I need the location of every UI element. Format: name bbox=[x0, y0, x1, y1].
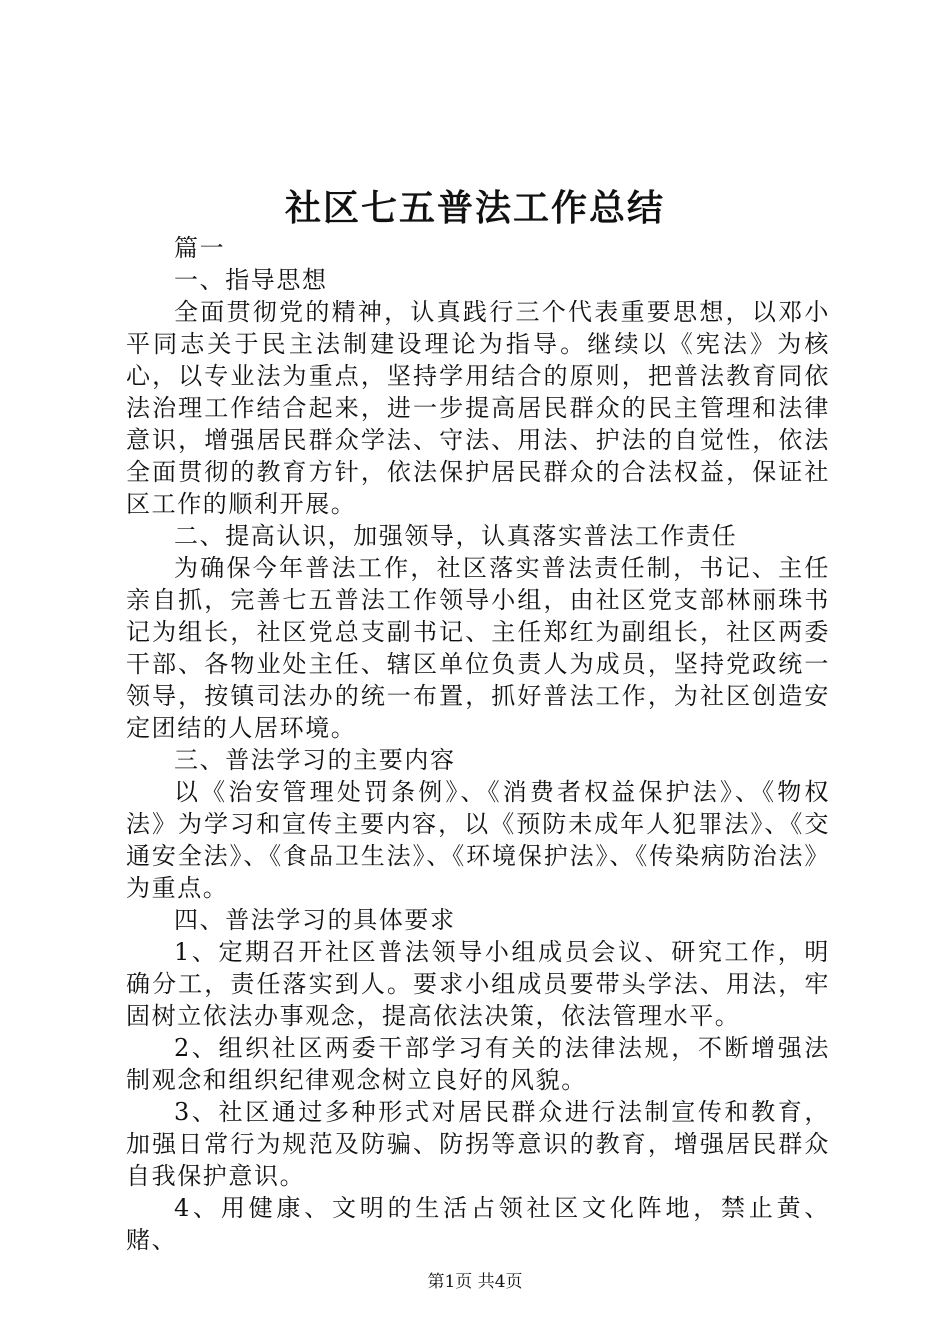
page-number-footer: 第1页 共4页 bbox=[427, 1272, 523, 1292]
section-label: 篇一 bbox=[174, 234, 226, 262]
requirement-item-3: 3、社区通过多种形式对居民群众进行法制宣传和教育，加强日常行为规范及防骗、防拐等意识的教育，增强居民群众自我保护意识。 bbox=[126, 1098, 830, 1190]
heading-leadership: 二、提高认识，加强领导，认真落实普法工作责任 bbox=[174, 522, 738, 550]
requirement-item-1: 1、定期召开社区普法领导小组成员会议、研究工作，明确分工，责任落实到人。要求小组成员要带头学法、用法，牢固树立依法办事观念，提高依法决策，依法管理水平。 bbox=[126, 938, 830, 1030]
document-body bbox=[126, 232, 830, 1256]
heading-guiding-thought: 一、指导思想 bbox=[174, 266, 328, 294]
document-title: 社区七五普法工作总结 bbox=[284, 187, 665, 229]
paragraph-leadership: 为确保今年普法工作，社区落实普法责任制，书记、主任亲自抓，完善七五普法工作领导小组，由社区党支部林丽珠书记为组长，社区党总支副书记、主任郑红为副组长，社区两委干部、各物业处主任、辖区单位负责人为成员，坚持党政统一领导，按镇司法办的统一布置，抓好普法工作，为社区创造安定团结的人居环境。 bbox=[126, 554, 830, 742]
requirement-item-2: 2、组织社区两委干部学习有关的法律法规，不断增强法制观念和组织纪律观念树立良好的风貌。 bbox=[126, 1034, 830, 1094]
paragraph-study-content: 以《治安管理处罚条例》、《消费者权益保护法》、《物权法》为学习和宣传主要内容，以《预防未成年人犯罪法》、《交通安全法》、《食品卫生法》、《环境保护法》、《传染病防治法》为重点。 bbox=[126, 778, 830, 902]
paragraph-guiding-thought: 全面贯彻党的精神，认真践行三个代表重要思想，以邓小平同志关于民主法制建设理论为指导。继续以《宪法》为核心，以专业法为重点，坚持学用结合的原则，把普法教育同依法治理工作结合起来，进一步提高居民群众的民主管理和法律意识，增强居民群众学法、守法、用法、护法的自觉性，依法全面贯彻的教育方针，依法保护居民群众的合法权益，保证社区工作的顺利开展。 bbox=[126, 298, 830, 518]
heading-requirements: 四、普法学习的具体要求 bbox=[174, 906, 456, 934]
heading-study-content: 三、普法学习的主要内容 bbox=[174, 746, 456, 774]
requirement-item-4: 4、用健康、文明的生活占领社区文化阵地，禁止黄、赌、 bbox=[126, 1194, 830, 1254]
